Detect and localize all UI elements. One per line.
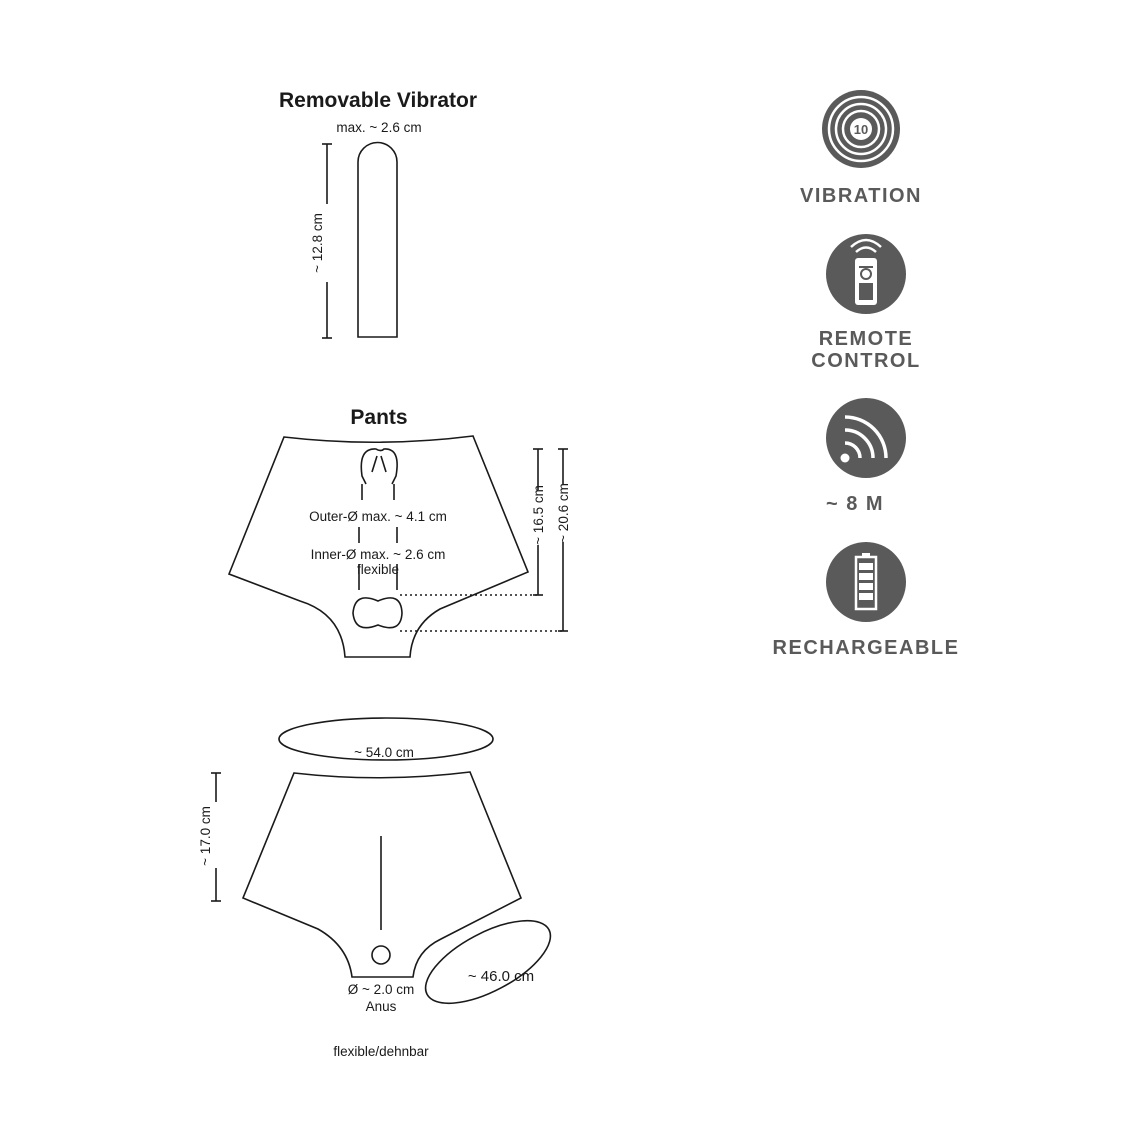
inner-diameter-label: Inner-Ø max. ~ 2.6 cm xyxy=(310,547,446,562)
penis-sleeve-outline xyxy=(353,449,402,628)
feature-range xyxy=(826,398,906,515)
flexible-label: flexible xyxy=(356,562,400,577)
feature-remote-control xyxy=(811,234,920,372)
depth-label-b: ~ 20.6 cm xyxy=(556,483,571,543)
pants-title: Pants xyxy=(350,406,408,429)
wireless-range-icon xyxy=(826,398,906,478)
back-view-section xyxy=(198,718,563,1059)
back-height-label: ~ 17.0 cm xyxy=(198,806,213,866)
battery-icon xyxy=(826,542,906,622)
feature-label: RECHARGEABLE xyxy=(772,637,960,659)
depth-label-a: ~ 16.5 cm xyxy=(531,485,546,545)
leg-opening-label: ~ 46.0 cm xyxy=(467,968,535,985)
vibrator-title: Removable Vibrator xyxy=(278,89,478,112)
anus-opening xyxy=(372,946,390,964)
feature-label-line1: REMOTE xyxy=(818,328,914,350)
feature-rechargeable xyxy=(773,542,960,659)
feature-list xyxy=(773,90,960,659)
vibrator-length-label: ~ 12.8 cm xyxy=(310,213,325,273)
vibration-icon-text: 10 xyxy=(853,122,869,137)
vibration-icon xyxy=(822,90,900,168)
feature-label: ~ 8 M xyxy=(825,493,885,515)
feature-vibration xyxy=(800,90,922,207)
outer-diameter-label: Outer-Ø max. ~ 4.1 cm xyxy=(309,509,447,524)
pants-section xyxy=(229,406,571,657)
leg-opening-ellipse xyxy=(413,904,562,1020)
feature-label-line2: CONTROL xyxy=(811,350,921,372)
remote-control-icon xyxy=(826,234,906,314)
anus-size-label: Ø ~ 2.0 cm xyxy=(347,982,415,997)
vibrator-section xyxy=(279,89,477,338)
feature-label: VIBRATION xyxy=(799,185,923,207)
vibrator-width-label: max. ~ 2.6 cm xyxy=(336,120,422,135)
anus-label: Anus xyxy=(365,999,397,1014)
waist-label: ~ 54.0 cm xyxy=(354,745,414,760)
vibrator-outline xyxy=(358,143,397,338)
flex-note: flexible/dehnbar xyxy=(333,1044,429,1059)
